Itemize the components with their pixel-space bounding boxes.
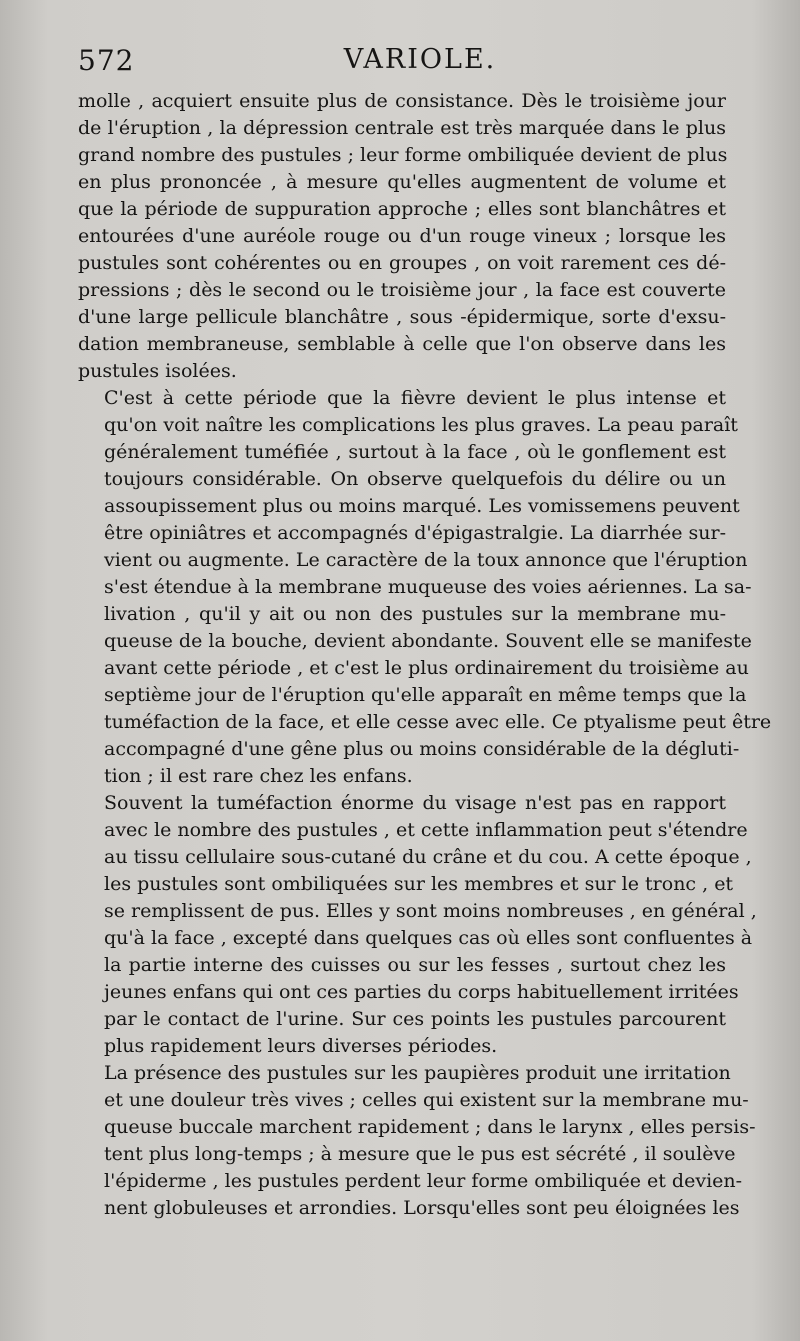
text-line: pustules sont cohérentes ou en groupes , on voit rarement ces dé- — [78, 252, 726, 274]
text-line: tion ; il est rare chez les enfans. — [104, 765, 413, 787]
text-line: et une douleur très vives ; celles qui existent sur la membrane mu- — [104, 1089, 749, 1111]
text-line: pustules isolées. — [78, 360, 237, 382]
text-line: queuse buccale marchent rapidement ; dans le larynx , elles persis- — [104, 1116, 756, 1138]
text-line: Souvent la tuméfaction énorme du visage n'est pas en rapport — [104, 792, 726, 814]
text-line: jeunes enfans qui ont ces parties du corps habituellement irritées — [104, 981, 739, 1003]
text-line: pressions ; dès le second ou le troisième jour , la face est couverte — [78, 279, 726, 301]
text-line: plus rapidement leurs diverses périodes. — [104, 1035, 498, 1057]
text-line: se remplissent de pus. Elles y sont moins nombreuses , en général , — [104, 900, 757, 922]
text-line: l'épiderme , les pustules perdent leur forme ombiliquée et devien- — [104, 1170, 743, 1192]
text-line: avec le nombre des pustules , et cette inflammation peut s'étendre — [104, 819, 748, 841]
paragraph — [78, 385, 772, 790]
text-line: par le contact de l'urine. Sur ces points les pustules parcourent — [104, 1008, 726, 1030]
text-line: les pustules sont ombiliquées sur les membres et sur le tronc , et — [104, 873, 734, 895]
body-text — [78, 88, 772, 1222]
text-line: s'est étendue à la membrane muqueuse des voies aériennes. La sa- — [104, 576, 752, 598]
text-line: grand nombre des pustules ; leur forme ombiliquée devient de plus — [78, 144, 728, 166]
text-line: livation , qu'il y ait ou non des pustules sur la membrane mu- — [104, 603, 726, 625]
text-line: qu'on voit naître les complications les plus graves. La peau paraît — [104, 414, 738, 436]
text-line: septième jour de l'éruption qu'elle apparaît en même temps que la — [104, 684, 747, 706]
text-line: La présence des pustules sur les paupières produit une irritation — [104, 1062, 731, 1084]
text-line: vient ou augmente. Le caractère de la toux annonce que l'éruption — [104, 549, 748, 571]
text-line: en plus prononcée , à mesure qu'elles augmentent de volume et — [78, 171, 726, 193]
text-line: de l'éruption , la dépression centrale est très marquée dans le plus — [78, 117, 726, 139]
text-line: molle , acquiert ensuite plus de consistance. Dès le troisième jour — [78, 90, 726, 112]
text-line: d'une large pellicule blanchâtre , sous -épidermique, sorte d'exsu- — [78, 306, 726, 328]
running-title: VARIOLE. — [343, 44, 497, 75]
paragraph — [78, 88, 726, 385]
text-line: entourées d'une auréole rouge ou d'un rouge vineux ; lorsque les — [78, 225, 726, 247]
text-line: toujours considérable. On observe quelquefois du délire ou un — [104, 468, 726, 490]
text-line: être opiniâtres et accompagnés d'épigastralgie. La diarrhée sur- — [104, 522, 726, 544]
text-line: nent globuleuses et arrondies. Lorsqu'elles sont peu éloignées les — [104, 1197, 740, 1219]
text-line: assoupissement plus ou moins marqué. Les vomissemens peuvent — [104, 495, 740, 517]
text-line: avant cette période , et c'est le plus ordinairement du troisième au — [104, 657, 749, 679]
page-header — [78, 44, 722, 84]
paragraph — [78, 790, 757, 1060]
text-line: au tissu cellulaire sous-cutané du crâne et du cou. A cette époque , — [104, 846, 752, 868]
text-line: dation membraneuse, semblable à celle que l'on observe dans les — [78, 333, 726, 355]
page-number: 572 — [78, 44, 135, 77]
text-line: qu'à la face , excepté dans quelques cas où elles sont confluentes à — [104, 927, 753, 949]
text-line: queuse de la bouche, devient abondante. Souvent elle se manifeste — [104, 630, 752, 652]
text-line: la partie interne des cuisses ou sur les fesses , surtout chez les — [104, 954, 726, 976]
text-line: que la période de suppuration approche ; elles sont blanchâtres et — [78, 198, 726, 220]
text-line: généralement tuméfiée , surtout à la face , où le gonflement est — [104, 441, 726, 463]
text-line: accompagné d'une gêne plus ou moins considérable de la dégluti- — [104, 738, 740, 760]
text-line: C'est à cette période que la fièvre devient le plus intense et — [104, 387, 726, 409]
text-line: tuméfaction de la face, et elle cesse avec elle. Ce ptyalisme peut être — [104, 711, 772, 733]
paragraph — [78, 1060, 756, 1222]
text-line: tent plus long-temps ; à mesure que le pus est sécrété , il soulève — [104, 1143, 736, 1165]
